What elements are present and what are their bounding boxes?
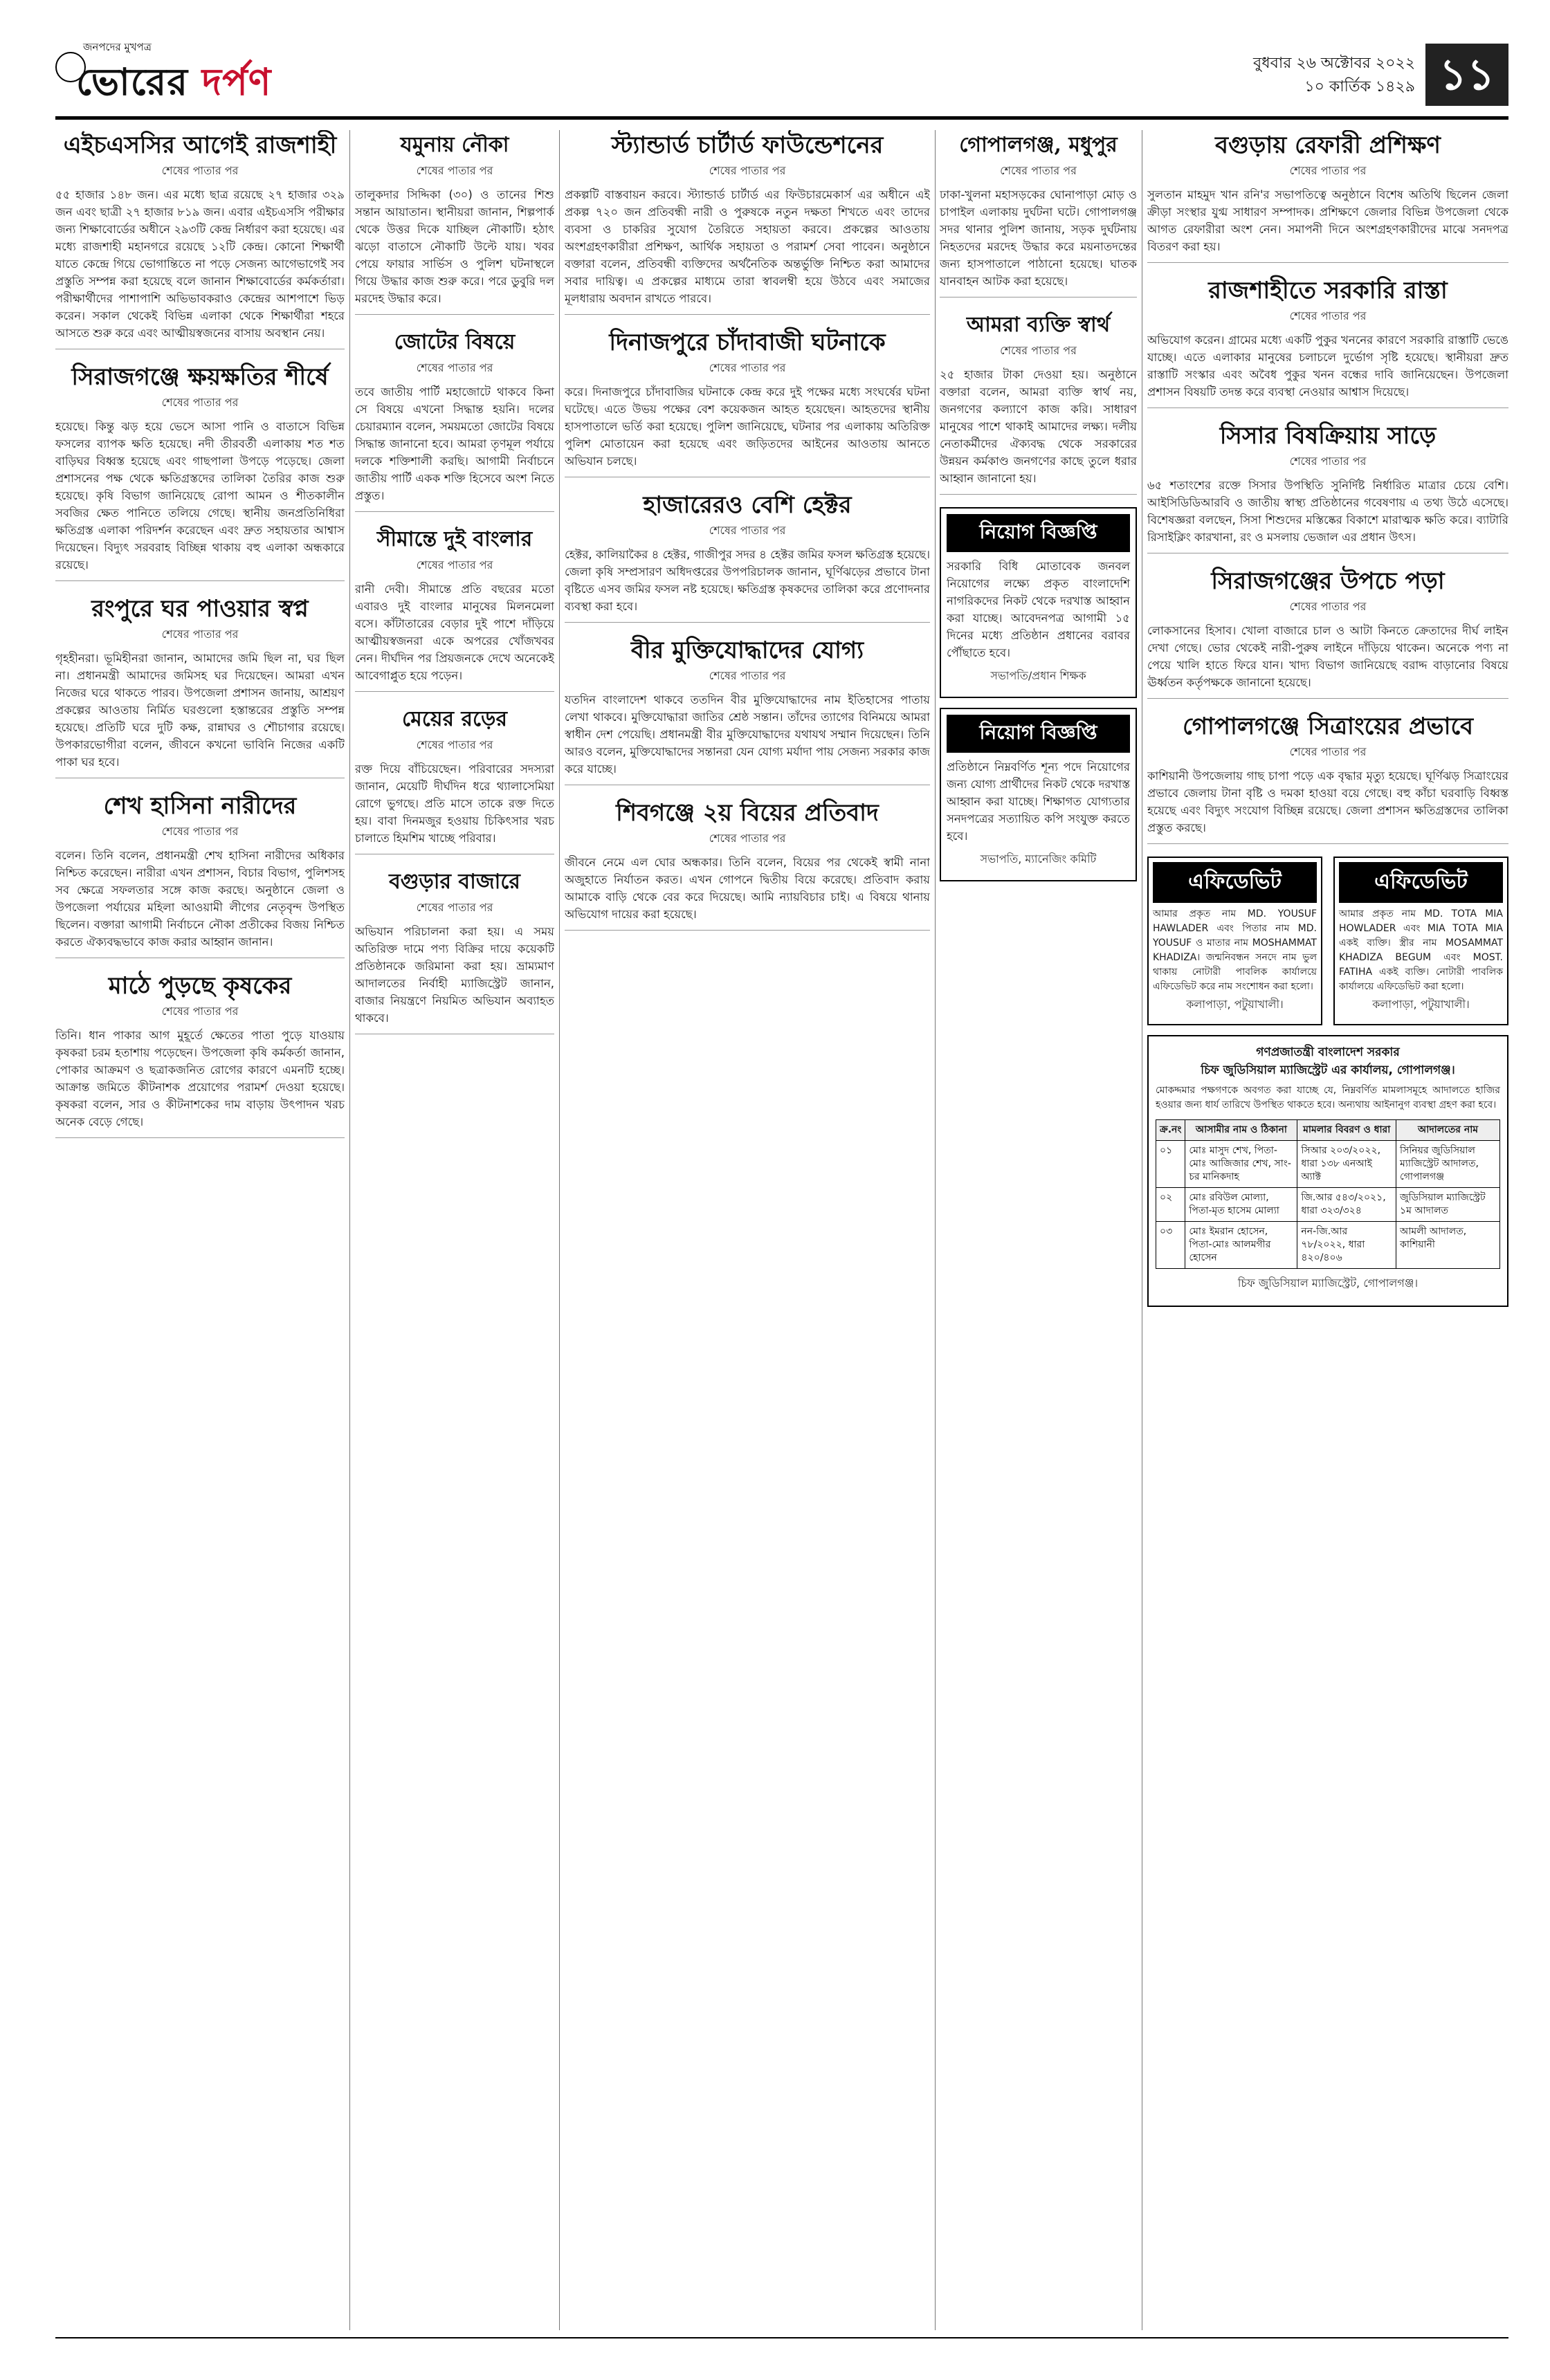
continued-label: শেষের পাতার পর bbox=[1000, 164, 1077, 177]
column-4 bbox=[940, 130, 1137, 2330]
logo-name-part1: ভোরের bbox=[76, 60, 202, 104]
table-cell: ০১ bbox=[1156, 1141, 1185, 1188]
affidavit-body: আমার প্রকৃত নাম MD. TOTA MIA HOWLADER এবং MIA TOTA MIA একই ব্যক্তি। স্ত্রীর নাম MOSAMMAT KHADIZA BEGUM এবং MOST. FATIHA একই ব্যক্তি। নোটারী পাবলিক কার্যালয়ে এফিডেভিট করা হলো। bbox=[1339, 908, 1503, 992]
affidavit-row bbox=[1147, 857, 1508, 1025]
page-number: ১১ bbox=[1425, 44, 1508, 106]
notice-body: প্রতিষ্ঠানে নিম্নবর্ণিত শূন্য পদে নিয়োগের জন্য যোগ্য প্রার্থীদের নিকট থেকে দরখাস্ত আহ্বান করা যাচ্ছে। শিক্ষাগত যোগ্যতার সনদপত্রের সত্যায়িত কপি সংযুক্ত করতে হবে। bbox=[947, 760, 1130, 843]
article-border-bengal bbox=[355, 524, 554, 692]
table-header: আদালতের নাম bbox=[1396, 1120, 1500, 1141]
table-cell: নন-জি.আর ৭৮/২০২২, ধারা ৪২০/৪০৬ bbox=[1297, 1222, 1396, 1269]
notice-title: নিয়োগ বিজ্ঞপ্তি bbox=[947, 715, 1130, 753]
article-body: হয়েছে। কিন্তু ঝড় হয়ে ভেসে আসা পানি ও বাতাসে বিভিন্ন ফসলের ব্যাপক ক্ষতি হয়েছে। নদী তীরবর্তী এলাকায় শত শত বাড়িঘর বিধ্বস্ত হয়েছে এবং গাছপালা উপড়ে পড়েছে। জেলা প্রশাসনের পক্ষ থেকে ক্ষতিগ্রস্তদের তালিকা তৈরির কাজ শুরু হয়েছে। কৃষি বিভাগ জানিয়েছে রোপা আমন ও শীতকালীন সবজির ক্ষেত পানিতে তলিয়ে গেছে। স্থানীয় জনপ্রতিনিধিরা ক্ষতিগ্রস্ত এলাকা পরিদর্শন করেছেন এবং দ্রুত সহায়তার আশ্বাস দিয়েছেন। বিদ্যুৎ সরবরাহ বিচ্ছিন্ন থাকায় বহু এলাকা অন্ধকারে রয়েছে। bbox=[55, 420, 345, 571]
headline[interactable]: দিনাজপুরে চাঁদাবাজী ঘটনাকে bbox=[609, 329, 886, 356]
continued-label: শেষের পাতার পর bbox=[1289, 455, 1367, 468]
table-cell: ০৩ bbox=[1156, 1222, 1185, 1269]
continued-label: শেষের পাতার পর bbox=[1289, 164, 1367, 177]
masthead-divider bbox=[55, 116, 1508, 120]
continued-label: শেষের পাতার পর bbox=[416, 361, 493, 374]
article-shibganj-marriage bbox=[565, 798, 930, 931]
headline[interactable]: শেখ হাসিনা নারীদের bbox=[103, 792, 297, 820]
headline[interactable]: রাজশাহীতে সরকারি রাস্তা bbox=[1208, 277, 1448, 304]
continued-label: শেষের পাতার পর bbox=[1289, 745, 1367, 758]
article-body: বলেন। তিনি বলেন, প্রধানমন্ত্রী শেখ হাসিনা নারীদের অধিকার নিশ্চিত করেছেন। নারীরা এখন প্রশাসন, বিচার বিভাগ, পুলিশসহ সব ক্ষেত্রে সফলতার সঙ্গে কাজ করছে। অনুষ্ঠানে জেলা ও উপজেলা পর্যায়ের মহিলা আওয়ামী লীগের নেতৃবৃন্দ উপস্থিত ছিলেন। বক্তারা আগামী নির্বাচনে নৌকা প্রতীকের বিজয় নিশ্চিত করতে ঐক্যবদ্ধভাবে কাজ করার আহ্বান জানান। bbox=[55, 849, 345, 949]
continued-label: শেষের পাতার পর bbox=[161, 628, 239, 641]
article-gopalganj-madhupur bbox=[940, 130, 1137, 298]
table-header: মামলার বিবরণ ও ধারা bbox=[1297, 1120, 1396, 1141]
headline[interactable]: মেয়ের রড়ের bbox=[402, 707, 507, 731]
continued-label: শেষের পাতার পর bbox=[1289, 600, 1367, 613]
article-body: হেক্টর, কালিয়াকৈর ৪ হেক্টর, গাজীপুর সদর ৪ হেক্টর জমির ফসল ক্ষতিগ্রস্ত হয়েছে। জেলা কৃষি সম্প্রসারণ অধিদপ্তরের উপপরিচালক জানান, ঘূর্ণিঝড়ের প্রভাবে টানা বৃষ্টিতে এসব জমির ফসল নষ্ট হয়েছে। ক্ষতিগ্রস্ত কৃষকদের তালিকা করে প্রণোদনার ব্যবস্থা করা হবে। bbox=[565, 548, 930, 613]
column-divider bbox=[935, 130, 936, 2330]
article-body: ৫৫ হাজার ১৪৮ জন। এর মধ্যে ছাত্র রয়েছে ২৭ হাজার ৩২৯ জন এবং ছাত্রী ২৭ হাজার ৮১৯ জন। এবার এইচএসসি পরীক্ষার জন্য শিক্ষাবোর্ডের অধীনে ২৯৩টি কেন্দ্র নির্ধারণ করা হয়েছে। এর মধ্যে রাজশাহী মহানগরে রয়েছে ১২টি কেন্দ্র। কোনো শিক্ষার্থী যাতে কেন্দ্রে গিয়ে ভোগান্তিতে না পড়ে সেজন্য আগেভাগেই সব প্রস্তুতি সম্পন্ন করা হয়েছে বলে জানান শিক্ষাবোর্ডের কর্মকর্তারা। পরীক্ষার্থীদের পাশাপাশি অভিভাবকরাও কেন্দ্রের আশপাশে ভিড় করেন। সকাল থেকেই বিভিন্ন এলাকা থেকে শিক্ষার্থীরা শহরে আসতে শুরু করে এবং আত্মীয়স্বজনের বাসায় অবস্থান নেয়। bbox=[55, 188, 345, 340]
logo-name-part2: দর্পণ bbox=[201, 60, 272, 104]
court-notice-signature: চিফ জুডিসিয়াল ম্যাজিস্ট্রেট, গোপালগঞ্জ। bbox=[1237, 1276, 1419, 1290]
newspaper-logo[interactable] bbox=[55, 38, 304, 107]
table-cell: মোঃ ইমরান হোসেন, পিতা-মোঃ আলমগীর হোসেন bbox=[1185, 1222, 1297, 1269]
article-body: কাশিয়ানী উপজেলায় গাছ চাপা পড়ে এক বৃদ্ধার মৃত্যু হয়েছে। ঘূর্ণিঝড় সিত্রাংয়ের প্রভাবে জেলায় টানা বৃষ্টি ও দমকা হাওয়া বয়ে গেছে। বহু কাঁচা ঘরবাড়ি বিধ্বস্ত হয়েছে এবং বিদ্যুৎ সংযোগ বিচ্ছিন্ন রয়েছে। জেলা প্রশাসন ক্ষতিগ্রস্তদের তালিকা প্রস্তুত করছে। bbox=[1147, 769, 1508, 834]
date-gregorian: বুধবার ২৬ অক্টোবর ২০২২ bbox=[1253, 55, 1415, 72]
article-body: যতদিন বাংলাদেশ থাকবে ততদিন বীর মুক্তিযোদ্ধাদের নাম ইতিহাসের পাতায় লেখা থাকবে। মুক্তিযোদ্ধারা জাতির শ্রেষ্ঠ সন্তান। তাঁদের ত্যাগের বিনিময়ে আমরা স্বাধীন দেশ পেয়েছি। প্রধানমন্ত্রী বীর মুক্তিযোদ্ধাদের যথাযথ সম্মান দিয়েছেন। তিনি আরও বলেন, মুক্তিযোদ্ধাদের সন্তানরা যেন যোগ্য মর্যাদা পায় সেজন্য সরকার কাজ করে যাচ্ছে। bbox=[565, 693, 930, 776]
headline[interactable]: গোপালগঞ্জ, মধুপুর bbox=[959, 133, 1118, 157]
table-header-row bbox=[1156, 1120, 1500, 1141]
continued-label: শেষের পাতার পর bbox=[709, 832, 786, 845]
court-notice-intro: মোকদ্দমার পক্ষগণকে অবগত করা যাচ্ছে যে, নিম্নবর্ণিত মামলাসমূহে আদালতে হাজির হওয়ার জন্য ধার্য তারিখে উপস্থিত থাকতে হবে। অন্যথায় আইনানুগ ব্যবস্থা গ্রহণ করা হবে। bbox=[1156, 1085, 1500, 1110]
headline[interactable]: জোটের বিষয়ে bbox=[394, 330, 516, 354]
table-row bbox=[1156, 1222, 1500, 1269]
court-notice bbox=[1147, 1035, 1508, 1307]
article-body: তিনি। ধান পাকার আগ মুহূর্তে ক্ষেতের পাতা পুড়ে যাওয়ায় কৃষকরা চরম হতাশায় পড়েছেন। উপজেলা কৃষি কর্মকর্তা জানান, পোকার আক্রমণ ও ছত্রাকজনিত রোগের কারণে এমনটি হচ্ছে। আক্রান্ত জমিতে কীটনাশক প্রয়োগের পরামর্শ দেওয়া হয়েছে। কৃষকরা বলেন, সার ও কীটনাশকের দাম বাড়ায় উৎপাদন খরচ অনেক বেড়ে গেছে। bbox=[55, 1029, 345, 1128]
article-personal-interest bbox=[940, 310, 1137, 495]
article-rajshahi-road bbox=[1147, 275, 1508, 408]
continued-label: শেষের পাতার পর bbox=[416, 901, 493, 914]
article-sirajganj-crowd bbox=[1147, 566, 1508, 699]
headline[interactable]: যমুনায় নৌকা bbox=[400, 133, 509, 157]
table-cell: ০২ bbox=[1156, 1188, 1185, 1222]
affidavit-body: আমার প্রকৃত নাম MD. YOUSUF HAWLADER এবং পিতার নাম MD. YOUSUF ও মাতার নাম MOSHAMMAT KHADIZA। জন্মনিবন্ধন সনদে নাম ভুল থাকায় নোটারী পাবলিক কার্যালয়ে এফিডেভিট করে নাম সংশোধন করা হলো। bbox=[1153, 908, 1317, 992]
article-sheikh-hasina-women bbox=[55, 791, 345, 958]
article-body: রানী দেবী। সীমান্তে প্রতি বছরের মতো এবারও দুই বাংলার মানুষের মিলনমেলা বসে। কাঁটাতারের বেড়ার দুই পাশে দাঁড়িয়ে আত্মীয়স্বজনরা একে অপরের খোঁজখবর নেন। দীর্ঘদিন পর প্রিয়জনকে দেখে অনেকেই আবেগাপ্লুত হয়ে পড়েন। bbox=[355, 583, 554, 682]
article-hectares bbox=[565, 490, 930, 623]
table-cell: জি.আর ৫৪৩/২০২১, ধারা ৩২৩/৩২৪ bbox=[1297, 1188, 1396, 1222]
continued-label: শেষের পাতার পর bbox=[1289, 309, 1367, 322]
continued-label: শেষের পাতার পর bbox=[709, 524, 786, 537]
article-sirajganj-damage bbox=[55, 362, 345, 581]
headline[interactable]: সীমান্তে দুই বাংলার bbox=[376, 527, 533, 551]
article-farmers-crops bbox=[55, 971, 345, 1138]
headline[interactable]: সিরাজগঞ্জে ক্ষয়ক্ষতির শীর্ষে bbox=[71, 363, 329, 391]
continued-label: শেষের পাতার পর bbox=[161, 825, 239, 838]
recruitment-notice bbox=[940, 507, 1137, 698]
table-header: আসামীর নাম ও ঠিকানা bbox=[1185, 1120, 1297, 1141]
headline[interactable]: সিরাজগঞ্জের উপচে পড়া bbox=[1211, 567, 1445, 595]
affidavit-signature: কলাপাড়া, পটুয়াখালী। bbox=[1372, 998, 1470, 1011]
article-body: রক্ত দিয়ে বাঁচিয়েছেন। পরিবারের সদস্যরা জানান, মেয়েটি দীর্ঘদিন ধরে থ্যালাসেমিয়া রোগে ভুগছে। প্রতি মাসে তাকে রক্ত দিতে হয়। বাবা দিনমজুর হওয়ায় চিকিৎসার খরচ চালাতে হিমশিম খাচ্ছে পরিবার। bbox=[355, 762, 554, 845]
article-body: অভিযান পরিচালনা করা হয়। এ সময় অতিরিক্ত দামে পণ্য বিক্রির দায়ে কয়েকটি প্রতিষ্ঠানকে জরিমানা করা হয়। ভ্রাম্যমাণ আদালতের নির্বাহী ম্যাজিস্ট্রেট জানান, বাজার নিয়ন্ত্রণে নিয়মিত অভিযান অব্যাহত থাকবে। bbox=[355, 925, 554, 1025]
article-lead-poisoning bbox=[1147, 421, 1508, 553]
column-divider bbox=[349, 130, 350, 2330]
article-body: ২৫ হাজার টাকা দেওয়া হয়। অনুষ্ঠানে বক্তারা বলেন, আমরা ব্যক্তি স্বার্থ নয়, জনগণের কল্যাণে কাজ করি। সাধারণ মানুষের পাশে থাকাই আমাদের লক্ষ্য। দলীয় নেতাকর্মীদের ঐক্যবদ্ধ থেকে সরকারের উন্নয়ন কর্মকাণ্ড জনগণের কাছে তুলে ধরার আহ্বান জানানো হয়। bbox=[940, 368, 1137, 485]
article-body: অভিযোগ করেন। গ্রামের মধ্যে একটি পুকুর খননের কারণে সরকারি রাস্তাটি ভেঙে যাচ্ছে। এতে এলাকার মানুষের চলাচলে দুর্ভোগ সৃষ্টি হয়েছে। স্থানীয়রা দ্রুত রাস্তাটি সংস্কার এবং অবৈধ পুকুর খনন বন্ধের দাবি জানিয়েছেন। উপজেলা প্রশাসন বিষয়টি তদন্ত করে ব্যবস্থা নেওয়ার আশ্বাস দিয়েছে। bbox=[1147, 333, 1508, 399]
affidavit-notice bbox=[1147, 857, 1322, 1025]
article-bogura-market bbox=[355, 867, 554, 1034]
headline[interactable]: বগুড়ার বাজারে bbox=[389, 870, 520, 894]
recruitment-notice bbox=[940, 708, 1137, 881]
headline[interactable]: স্ট্যান্ডার্ড চার্টার্ড ফাউন্ডেশনের bbox=[611, 131, 884, 159]
article-body: গৃহহীনরা। ভূমিহীনরা জানান, আমাদের জমি ছিল না, ঘর ছিল না। প্রধানমন্ত্রী আমাদের জমিসহ ঘর দিয়েছেন। আমরা এখন নিজের ঘরে থাকতে পারব। উপজেলা প্রশাসন জানায়, আশ্রয়ণ প্রকল্পের আওতায় নির্মিত ঘরগুলো হস্তান্তরের প্রস্তুতি সম্পন্ন হয়েছে। প্রতিটি ঘরে দুটি কক্ষ, রান্নাঘর ও শৌচাগার রয়েছে। উপকারভোগীরা বলেন, জীবনে কখনো ভাবিনি নিজের একটি পাকা ঘর হবে। bbox=[55, 652, 345, 769]
continued-label: শেষের পাতার পর bbox=[709, 164, 786, 177]
table-cell: সিনিয়র জুডিসিয়াল ম্যাজিস্ট্রেট আদালত, গোপালগঞ্জ bbox=[1396, 1141, 1500, 1188]
court-notice-title-1: গণপ্রজাতন্ত্রী বাংলাদেশ সরকার bbox=[1256, 1045, 1400, 1059]
article-alliance bbox=[355, 327, 554, 512]
continued-label: শেষের পাতার পর bbox=[416, 164, 493, 177]
affidavit-title: এফিডেভিট bbox=[1339, 862, 1503, 903]
continued-label: শেষের পাতার পর bbox=[416, 558, 493, 571]
column-3 bbox=[565, 130, 930, 2330]
continued-label: শেষের পাতার পর bbox=[709, 361, 786, 374]
logo-tagline: জনপদের মুখপত্র bbox=[83, 41, 152, 53]
table-cell: মোঃ রবিউল মোল্যা, পিতা-মৃত হাসেম মোল্যা bbox=[1185, 1188, 1297, 1222]
column-divider bbox=[559, 130, 560, 2330]
article-freedom-fighters bbox=[565, 635, 930, 785]
table-row bbox=[1156, 1188, 1500, 1222]
headline[interactable]: মাঠে পুড়ছে কৃষকের bbox=[108, 972, 292, 1000]
headline[interactable]: হাজারেরও বেশি হেক্টর bbox=[643, 491, 852, 519]
logo-name bbox=[76, 53, 271, 116]
article-body: লোকসানের হিসাব। খোলা বাজারে চাল ও আটা কিনতে ক্রেতাদের দীর্ঘ লাইন দেখা গেছে। ভোর থেকেই নারী-পুরুষ লাইনে দাঁড়িয়ে থাকেন। অনেকে পণ্য না পেয়ে খালি হাতে ফিরে যান। খাদ্য বিভাগ জানিয়েছে বরাদ্দ বাড়ানোর বিষয়ে ঊর্ধ্বতন কর্তৃপক্ষকে জানানো হয়েছে। bbox=[1147, 624, 1508, 689]
table-header: ক্র.নং bbox=[1156, 1120, 1185, 1141]
notice-body: সরকারি বিধি মোতাবেক জনবল নিয়োগের লক্ষ্যে প্রকৃত বাংলাদেশি নাগরিকদের নিকট থেকে দরখাস্ত আহ্বান করা যাচ্ছে। আবেদনপত্র আগামী ১৫ দিনের মধ্যে প্রতিষ্ঠান প্রধানের বরাবর পৌঁছাতে হবে। bbox=[947, 560, 1130, 659]
court-notice-table bbox=[1156, 1119, 1500, 1269]
issue-date bbox=[1187, 52, 1415, 99]
article-gopalganj-sitrang bbox=[1147, 711, 1508, 844]
continued-label: শেষের পাতার পর bbox=[161, 396, 239, 409]
headline[interactable]: সিসার বিষক্রিয়ায় সাড়ে bbox=[1219, 422, 1437, 450]
continued-label: শেষের পাতার পর bbox=[416, 738, 493, 751]
article-body: করে। দিনাজপুরে চাঁদাবাজির ঘটনাকে কেন্দ্র করে দুই পক্ষের মধ্যে সংঘর্ষের ঘটনা ঘটেছে। এতে উভয় পক্ষের বেশ কয়েকজন আহত হয়েছেন। আহতদের স্থানীয় হাসপাতালে ভর্তি করা হয়েছে। পুলিশ জানিয়েছে, ঘটনার পর এলাকায় অতিরিক্ত পুলিশ মোতায়েন করা হয়েছে এবং জড়িতদের আইনের আওতায় আনতে অভিযান চলছে। bbox=[565, 385, 930, 468]
article-hsc-rajshahi bbox=[55, 130, 345, 349]
headline[interactable]: এইচএসসির আগেই রাজশাহী bbox=[63, 131, 337, 159]
court-notice-title-2: চিফ জুডিসিয়াল ম্যাজিস্ট্রেট এর কার্যালয়, গোপালগঞ্জ। bbox=[1201, 1063, 1455, 1077]
table-cell: সিআর ২০৩/২০২২, ধারা ১৩৮ এনআই অ্যাক্ট bbox=[1297, 1141, 1396, 1188]
article-bogura-referee bbox=[1147, 130, 1508, 263]
table-cell: আমলী আদালত, কাশিয়ানী bbox=[1396, 1222, 1500, 1269]
headline[interactable]: রংপুরে ঘর পাওয়ার স্বপ্ন bbox=[91, 595, 309, 623]
headline[interactable]: গোপালগঞ্জে সিত্রাংয়ের প্রভাবে bbox=[1182, 713, 1474, 740]
affidavit-title: এফিডেভিট bbox=[1153, 862, 1317, 903]
article-dinajpur-extortion bbox=[565, 327, 930, 477]
page-bottom-rule bbox=[55, 2337, 1508, 2338]
article-rangpur-house bbox=[55, 594, 345, 778]
affidavit-notice bbox=[1333, 857, 1508, 1025]
notice-signature: সভাপতি/প্রধান শিক্ষক bbox=[990, 669, 1086, 682]
affidavit-signature: কলাপাড়া, পটুয়াখালী। bbox=[1186, 998, 1284, 1011]
column-1 bbox=[55, 130, 345, 2330]
headline[interactable]: শিবগঞ্জে ২য় বিয়ের প্রতিবাদ bbox=[616, 799, 879, 827]
date-bengali: ১০ কার্তিক ১৪২৯ bbox=[1304, 78, 1415, 95]
column-5 bbox=[1147, 130, 1508, 2330]
article-body: তবে জাতীয় পার্টি মহাজোটে থাকবে কিনা সে বিষয়ে এখনো সিদ্ধান্ত হয়নি। দলের চেয়ারম্যান বলেন, সময়মতো জোটের বিষয়ে সিদ্ধান্ত জানানো হবে। আমরা তৃণমূল পর্যায়ে দলকে শক্তিশালী করছি। আগামী নির্বাচনে জাতীয় পার্টি একক শক্তি হিসেবে অংশ নিতে প্রস্তুত। bbox=[355, 385, 554, 502]
article-standard-chartered bbox=[565, 130, 930, 315]
article-body: ৬৫ শতাংশের রক্তে সিসার উপস্থিতি সুনির্দিষ্ট নির্ধারিত মাত্রার চেয়ে বেশি। আইসিডিডিআরবি ও জাতীয় স্বাস্থ্য প্রতিষ্ঠানের গবেষণায় এ তথ্য উঠে এসেছে। বিশেষজ্ঞরা বলছেন, সিসা শিশুদের মস্তিষ্কের বিকাশে মারাত্মক ক্ষতি করে। ব্যাটারি রিসাইক্লিং কারখানা, রং ও মসলায় ভেজাল এর প্রধান উৎস। bbox=[1147, 479, 1508, 544]
headline[interactable]: বগুড়ায় রেফারী প্রশিক্ষণ bbox=[1215, 131, 1441, 159]
article-body: জীবনে নেমে এল ঘোর অন্ধকার। তিনি বলেন, বিয়ের পর থেকেই স্বামী নানা অজুহাতে নির্যাতন করত। এখন গোপনে দ্বিতীয় বিয়ে করেছে। প্রতিবাদ করায় আমাকে বাড়ি থেকে বের করে দিয়েছে। আমি ন্যায়বিচার চাই। এ বিষয়ে থানায় অভিযোগ দায়ের করা হয়েছে। bbox=[565, 856, 930, 921]
article-body: তালুকদার সিদ্দিকা (৩০) ও তানের শিশু সন্তান আয়াতান। স্থানীয়রা জানান, শিল্পপার্ক থেকে উত্তর দিকে যাচ্ছিল নৌকাটি। হঠাৎ ঝড়ো বাতাসে নৌকাটি উল্টে যায়। খবর পেয়ে ফায়ার সার্ভিস ও পুলিশ ঘটনাস্থলে গিয়ে উদ্ধার কাজ শুরু করে। পরে ডুবুরি দল মরদেহ উদ্ধার করে। bbox=[355, 188, 554, 305]
headline[interactable]: বীর মুক্তিযোদ্ধাদের যোগ্য bbox=[630, 637, 864, 664]
continued-label: শেষের পাতার পর bbox=[709, 669, 786, 682]
notice-title: নিয়োগ বিজ্ঞপ্তি bbox=[947, 514, 1130, 552]
continued-label: শেষের পাতার পর bbox=[161, 1005, 239, 1018]
article-body: ঢাকা-খুলনা মহাসড়কের ঘোনাপাড়া মোড় ও চাপাইল এলাকায় দুর্ঘটনা ঘটে। গোপালগঞ্জ সদর থানার পুলিশ জানায়, সড়ক দুর্ঘটনায় নিহতদের মরদেহ উদ্ধার করে ময়নাতদন্তের জন্য হাসপাতালে পাঠানো হয়েছে। ঘাতক যানবাহন আটক করা হয়েছে। bbox=[940, 188, 1137, 288]
table-cell: মোঃ মাসুদ শেখ, পিতা-মোঃ আজিজার শেখ, সাং-চর মানিকদাহ bbox=[1185, 1141, 1297, 1188]
masthead bbox=[55, 38, 1508, 114]
column-2 bbox=[355, 130, 554, 2330]
article-body: প্রকল্পটি বাস্তবায়ন করবে। স্ট্যান্ডার্ড চার্টার্ড এর ফিউচারমেকার্স এর অধীনে এই প্রকল্প ৭২০ জন প্রতিবন্ধী নারী ও পুরুষকে নতুন দক্ষতা শিখতে এবং তাদের ব্যবসা ও চাকরির সুযোগ তৈরিতে সহায়তা করবে। প্রকল্পের আওতায় অংশগ্রহণকারীরা প্রশিক্ষণ, আর্থিক সহায়তা ও পরামর্শ সেবা পাবেন। অনুষ্ঠানে বক্তারা বলেন, প্রতিবন্ধী ব্যক্তিদের অর্থনৈতিক অন্তর্ভুক্তি নিশ্চিত করা আমাদের সবার দায়িত্ব। এ প্রকল্পের মাধ্যমে তারা স্বাবলম্বী হয়ে উঠবে এবং সমাজের মূলধারায় অবদান রাখতে পারবে। bbox=[565, 188, 930, 305]
continued-label: শেষের পাতার পর bbox=[161, 164, 239, 177]
notice-signature: সভাপতি, ম্যানেজিং কমিটি bbox=[980, 852, 1097, 866]
headline[interactable]: আমরা ব্যক্তি স্বার্থ bbox=[966, 313, 1111, 337]
continued-label: শেষের পাতার পর bbox=[1000, 344, 1077, 357]
table-cell: জুডিসিয়াল ম্যাজিস্ট্রেট ১ম আদালত bbox=[1396, 1188, 1500, 1222]
article-daughter-blood bbox=[355, 704, 554, 854]
article-body: সুলতান মাহমুদ খান রনি'র সভাপতিত্বে অনুষ্ঠানে বিশেষ অতিথি ছিলেন জেলা ক্রীড়া সংস্থার যুগ্ম সাধারণ সম্পাদক। প্রশিক্ষণে জেলার বিভিন্ন উপজেলা থেকে আগত রেফারীরা অংশ নেন। সমাপনী দিনে অংশগ্রহণকারীদের মাঝে সনদপত্র বিতরণ করা হয়। bbox=[1147, 188, 1508, 253]
table-row bbox=[1156, 1141, 1500, 1188]
article-jamuna-boat bbox=[355, 130, 554, 315]
